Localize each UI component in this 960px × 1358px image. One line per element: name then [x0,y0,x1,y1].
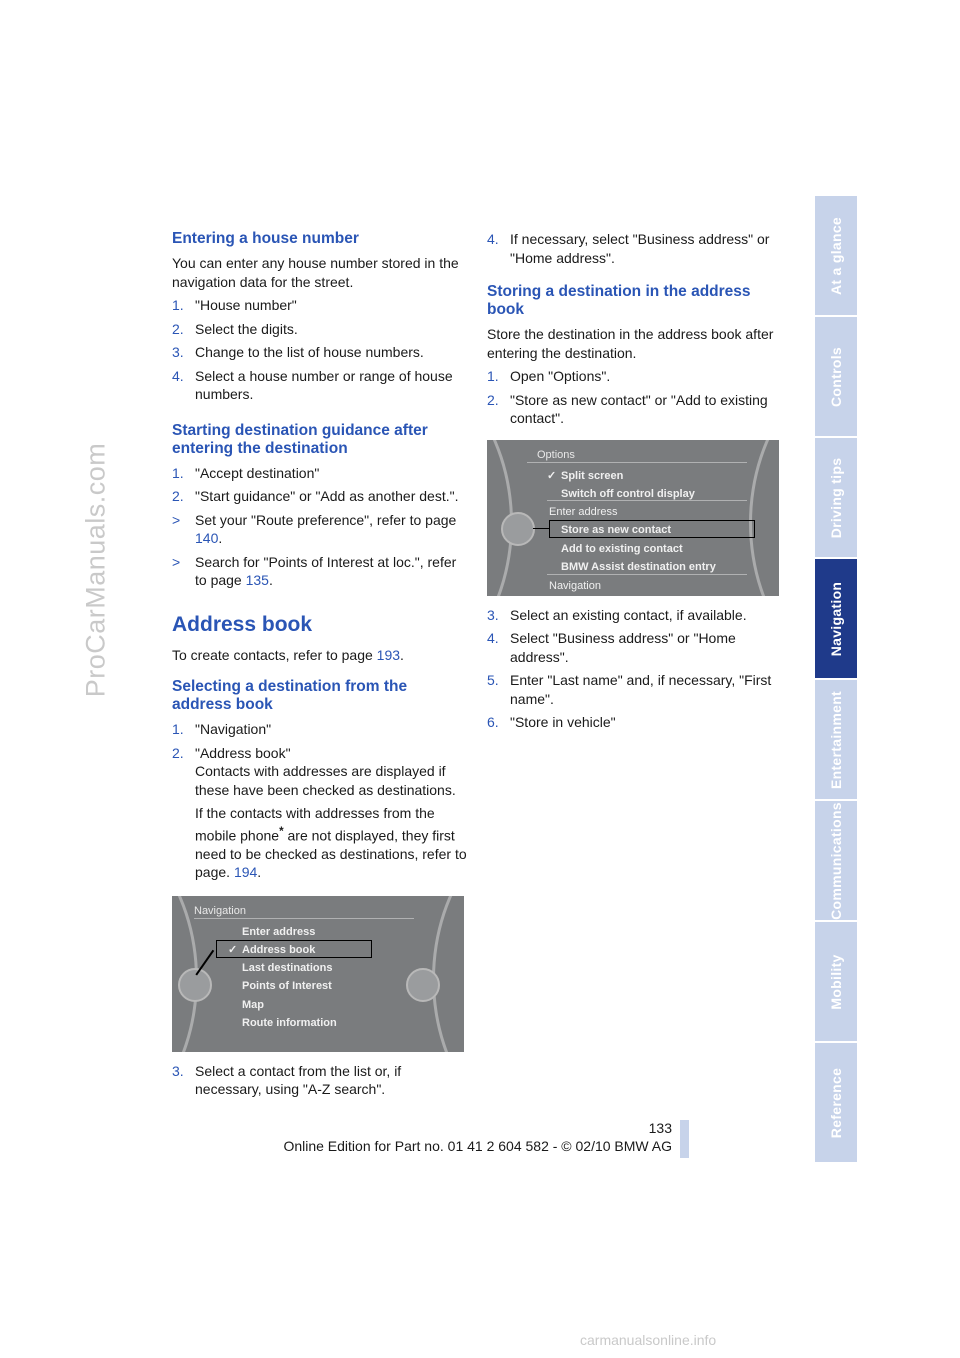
list-item [172,720,467,739]
divider [547,574,747,575]
tab-at-a-glance[interactable] [815,196,857,315]
tab-driving-tips[interactable] [815,438,857,557]
callout-line [533,528,549,530]
screen-header: Options [537,448,575,461]
step-number: 2. [487,391,499,408]
controller-knob-icon [406,968,440,1002]
step-text: Select "Business address" or "Home address". [510,630,736,665]
step-text: Select an existing contact, if available. [510,606,747,623]
check-icon: ✓ [547,469,557,482]
tab-label: Controls [828,346,844,407]
check-icon: ✓ [228,943,238,956]
menu-item[interactable]: Last destinations [242,961,333,974]
step-number: 2. [172,488,184,504]
step-text: If necessary, select "Business address" or "Home address". [510,231,770,266]
menu-item[interactable]: Switch off control display [561,487,695,500]
menu-item[interactable]: Points of Interest [242,979,332,992]
step-number: 3. [172,1062,184,1079]
step-number: 2. [172,744,184,761]
step-text: "Start guidance" or "Add as another dest.". [195,488,459,504]
dial-ring [432,896,464,1052]
divider [527,462,747,463]
page-link[interactable]: 140 [195,530,219,546]
edition-text: Online Edition for Part no. 01 41 2 604 582 - © 02/10 BMW AG [283,1138,672,1154]
edition-line [283,1138,672,1154]
step-number: 4. [487,630,499,646]
list-item: 2. "Address book" Contacts with addresses are displayed if these have been checked as destinations. If the contacts with addresses from the mobile phone* are not displayed, they first need to be checked as destinations, refer to page. 194. [172,744,467,881]
menu-item[interactable]: Route information [242,1016,337,1029]
bullet-mark: > [172,553,181,570]
step-text: Open "Options". [510,368,611,384]
heading-start-guidance: Starting destination guidance after entering the destination [172,421,428,457]
divider [194,918,414,919]
step-text: "House number" [195,297,297,313]
store-intro: Store the destination in the address book after entering the destination. [487,326,774,361]
tab-label: Navigation [828,581,844,656]
step-number: 4. [172,367,184,384]
tab-entertainment[interactable] [815,680,857,799]
heading-select-destination: Selecting a destination from the address book [172,678,408,713]
list-item [487,629,787,666]
step-text: Select a contact from the list or, if necessary, using "A-Z search". [195,1062,402,1098]
list-item [172,487,467,506]
list-item [487,230,787,267]
tab-communications[interactable] [815,801,857,920]
page-link[interactable]: 135 [245,572,269,588]
tab-label: At a glance [828,216,844,295]
step-text: Select a house number or range of house numbers. [195,367,453,402]
tab-mobility[interactable] [815,922,857,1041]
menu-item[interactable]: Map [242,998,264,1011]
step-number: 1. [172,297,184,313]
step-number: 4. [487,231,499,247]
menu-item[interactable]: Split screen [561,469,624,482]
tab-label: Reference [828,1067,844,1138]
step-text: "Navigation" [195,721,272,737]
step-text: "Address book" [195,744,291,761]
side-watermark: ProCarManuals.com [80,442,111,698]
tab-label: Mobility [828,953,844,1010]
step-number: 1. [172,721,184,737]
dial-ring [749,440,779,596]
divider [547,500,747,501]
step-number: 6. [487,714,499,730]
step-text: "Store as new contact" or "Add to existing contact". [510,391,768,426]
list-item [487,391,787,428]
step-text: Contacts with addresses are displayed if these have been checked as destinations. [195,763,456,798]
page-link[interactable]: 194 [233,864,258,881]
step-text: "Accept destination" [195,464,320,481]
tab-reference[interactable] [815,1043,857,1162]
menu-item-selected[interactable]: Store as new contact [561,523,672,536]
list-item [172,464,467,483]
tab-navigation[interactable] [815,559,857,678]
footer-bar [680,1120,689,1158]
bullet-mark: > [172,511,181,528]
selection-highlight [549,520,755,538]
step-number: 2. [172,320,184,337]
step-text: Enter "Last name" and, if necessary, "First name". [510,672,772,707]
tab-label: Driving tips [828,457,844,538]
controller-knob-icon [501,512,535,546]
list-item [487,713,787,732]
list-item [172,367,467,404]
list-item [487,367,787,386]
heading-house-number: Entering a house number [172,230,359,247]
chapter-tabs [815,196,857,1164]
bullet-item: > Set your "Route preference", refer to page 140. [172,511,457,546]
left-column: Entering a house number You can enter any house number stored in the navigation data for the street. 1. "House number" 2. Select the digits. 3. Change to the list of house numbers. 4. Select a house number or range of house numbers. Starting destination guidance after entering the destination 1. "Accept destination" 2. "Start guidance" or "Add as another dest.". > Set your "Route preference", refer to page 140. > Search for "Points of Interest at loc.", refer to page 135. Address book To create contacts, refer to page 193. Selecting a destination from the address book 1. "Navigation" 2. "Address book" Contacts with addresses are displayed if these have been checked as destinations. If the contacts with addresses from the mobile phone* are not displayed, they first need to be checked as destinations, refer to page. 194. Navigation Enter address ✓ Address book Last destinations Points of Interest Map Route information 3. Select a contact from the list or, if necessary, using "A-Z search". [172,230,467,1104]
menu-item[interactable]: BMW Assist destination entry [561,560,716,573]
menu-item-selected[interactable]: Address book [242,943,316,956]
list-item [172,1062,467,1099]
list-item [172,296,467,315]
right-column [487,230,787,737]
bullet-item: > Search for "Points of Interest at loc.", refer to page 135. [172,553,457,588]
optional-marker: * [279,824,284,838]
list-item [172,343,467,362]
heading-store-destination: Storing a destination in the address book [487,283,751,318]
screen-header: Navigation [194,904,246,917]
heading-address-book: Address book [172,612,313,636]
bottom-watermark: carmanualsonline.info [580,1332,717,1348]
page-number: 133 [648,1120,672,1136]
options-menu-screenshot [487,440,779,596]
tab-label: Communications [828,801,844,920]
step-number: 1. [172,464,184,481]
house-intro: You can enter any house number stored in the navigation data for the street. [172,255,459,290]
step-number: 3. [487,606,499,623]
step-number: 3. [172,344,184,360]
list-item [172,320,467,339]
menu-section-header: Navigation [549,579,601,592]
page-link[interactable]: 193 [376,646,401,663]
step-number: 5. [487,672,499,688]
step-number: 1. [487,368,499,384]
tab-controls[interactable] [815,317,857,436]
list-item [487,671,787,708]
menu-section-header: Enter address [549,505,618,518]
bullet-text: Set your "Route preference", refer to page [195,511,457,528]
list-item [487,606,787,625]
step-text: Select the digits. [195,320,298,337]
step-text: are not displayed, they first need to be checked as destinations, refer to page. [195,827,467,881]
menu-item[interactable]: Enter address [242,925,316,938]
menu-item[interactable]: Add to existing contact [561,542,683,555]
step-text: Change to the list of house numbers. [195,344,424,360]
bullet-text: Search for "Points of Interest at loc.", refer to page [195,553,457,588]
step-text: If the contacts with addresses from the mobile phone [195,805,435,844]
selection-highlight [216,940,372,958]
tab-label: Entertainment [828,690,844,789]
step-text: "Store in vehicle" [510,714,616,730]
navigation-menu-screenshot [172,896,464,1052]
address-intro: To create contacts, refer to page [172,646,377,663]
